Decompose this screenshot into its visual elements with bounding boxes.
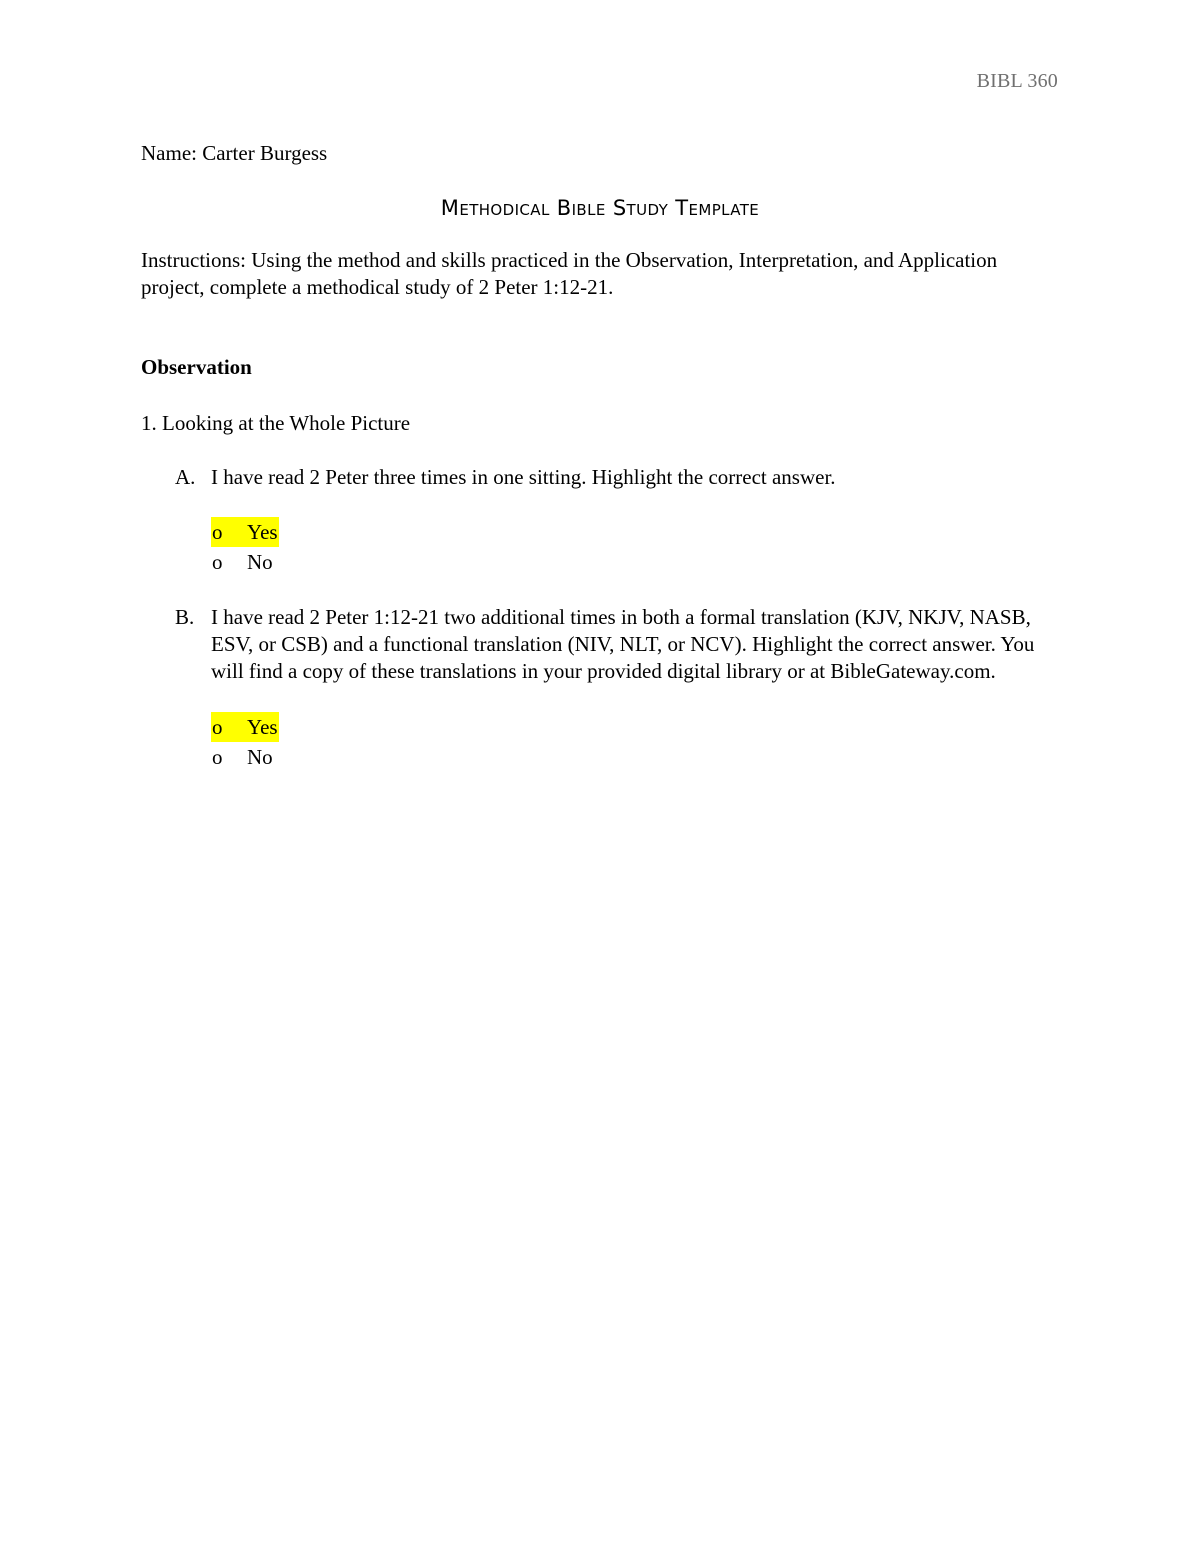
highlighted-answer[interactable] xyxy=(211,712,279,742)
step-heading: 1. Looking at the Whole Picture xyxy=(141,411,411,435)
document-body xyxy=(141,140,1059,772)
option-bullet: o xyxy=(212,520,223,544)
answer-options-b xyxy=(211,712,1059,772)
question-marker: B. xyxy=(175,605,195,629)
option-label: Yes xyxy=(247,520,278,544)
question-b xyxy=(141,604,1059,685)
option-bullet: o xyxy=(212,745,223,769)
course-code-header: BIBL 360 xyxy=(976,70,1058,92)
question-text: I have read 2 Peter three times in one sitting. Highlight the correct answer. xyxy=(211,465,836,489)
section-heading-observation: Observation xyxy=(141,355,252,379)
option-bullet: o xyxy=(212,715,223,739)
answer-option-yes[interactable] xyxy=(211,712,1059,742)
option-label: Yes xyxy=(247,715,278,739)
question-a xyxy=(141,464,1059,491)
answer-options-a xyxy=(211,517,1059,577)
answer[interactable] xyxy=(211,742,274,772)
answer-option-yes[interactable] xyxy=(211,517,1059,547)
answer[interactable] xyxy=(211,547,274,577)
instructions-paragraph: Instructions: Using the method and skills practiced in the Observation, Interpretation, and Application project, complete a methodical study of 2 Peter 1:12-21. xyxy=(141,248,998,299)
document-title: Methodical Bible Study Template xyxy=(440,196,760,220)
student-name-line: Name: Carter Burgess xyxy=(141,141,328,165)
question-text: I have read 2 Peter 1:12-21 two additional times in both a formal translation (KJV, NKJV, NASB, ESV, or CSB) and a functional translation (NIV, NLT, or NCV). Highlight the correct answer. You will find a copy of these translations in your provided digital library or at BibleGateway.com. xyxy=(211,605,1035,683)
option-label: No xyxy=(247,745,273,769)
answer-option-no[interactable] xyxy=(211,742,1059,772)
question-marker: A. xyxy=(175,465,196,489)
option-bullet: o xyxy=(212,550,223,574)
answer-option-no[interactable] xyxy=(211,547,1059,577)
option-label: No xyxy=(247,550,273,574)
highlighted-answer[interactable] xyxy=(211,517,279,547)
